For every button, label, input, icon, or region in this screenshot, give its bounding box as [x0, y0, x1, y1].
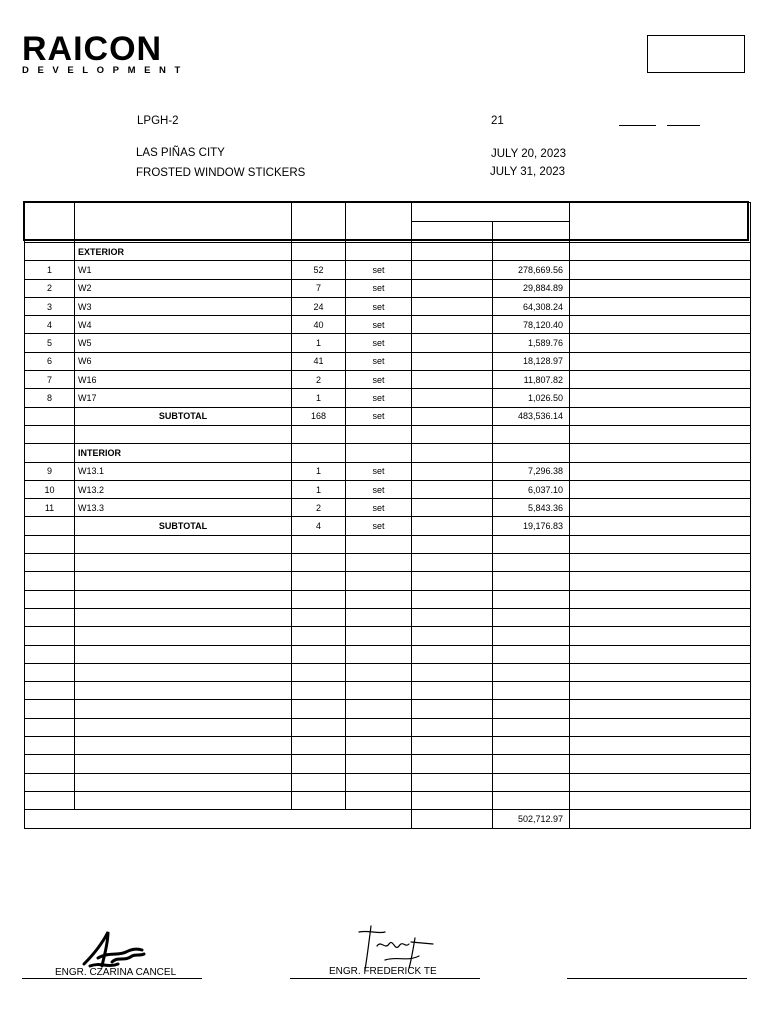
table-cell [75, 572, 292, 590]
table-cell: set [346, 334, 412, 352]
table-cell [412, 243, 493, 261]
table-cell [25, 682, 75, 700]
table-cell [25, 755, 75, 773]
empty-row [25, 645, 751, 663]
table-cell [570, 316, 751, 334]
table-row [25, 371, 751, 389]
table-cell [412, 791, 493, 809]
table-cell: W1 [75, 261, 292, 279]
table-cell: 168 [292, 407, 346, 425]
table-cell [25, 645, 75, 663]
table-cell [25, 663, 75, 681]
table-cell [570, 810, 751, 828]
table-cell [412, 535, 493, 553]
table-cell [75, 737, 292, 755]
table-cell [493, 700, 570, 718]
table-cell [570, 773, 751, 791]
table-cell [493, 444, 570, 462]
table-cell: 7 [292, 279, 346, 297]
table-cell: 11,807.82 [493, 371, 570, 389]
table-cell [292, 590, 346, 608]
table-header-row [25, 203, 751, 243]
table-cell: 1 [292, 389, 346, 407]
empty-row [25, 773, 751, 791]
table-cell: W3 [75, 297, 292, 315]
table-cell: W6 [75, 352, 292, 370]
empty-row [25, 590, 751, 608]
table-row [25, 462, 751, 480]
table-cell [25, 517, 75, 535]
table-cell: 1 [25, 261, 75, 279]
table-cell [412, 718, 493, 736]
header-cell [25, 203, 75, 243]
table-cell: 4 [292, 517, 346, 535]
table-cell: set [346, 462, 412, 480]
table-cell: set [346, 316, 412, 334]
empty-row [25, 755, 751, 773]
table-cell [570, 682, 751, 700]
table-cell [412, 371, 493, 389]
table-cell [412, 755, 493, 773]
table-cell: W13.1 [75, 462, 292, 480]
table-cell [570, 535, 751, 553]
table-cell: set [346, 480, 412, 498]
table-cell: 1,026.50 [493, 389, 570, 407]
table-cell [292, 243, 346, 261]
table-cell [412, 645, 493, 663]
subtotal-row [25, 517, 751, 535]
table-cell [570, 279, 751, 297]
table-cell [412, 737, 493, 755]
table-cell [75, 700, 292, 718]
table-cell [570, 608, 751, 626]
table-cell [493, 608, 570, 626]
table-cell: set [346, 352, 412, 370]
empty-row [25, 700, 751, 718]
table-cell [25, 627, 75, 645]
section-row [25, 243, 751, 261]
table-cell [25, 718, 75, 736]
table-cell [570, 371, 751, 389]
table-cell [75, 791, 292, 809]
table-cell [412, 608, 493, 626]
table-cell [346, 535, 412, 553]
table-cell [412, 261, 493, 279]
table-cell [412, 700, 493, 718]
table-cell: W4 [75, 316, 292, 334]
table-cell: 5,843.36 [493, 499, 570, 517]
signatory-1-name: ENGR. CZARINA CANCEL [55, 967, 177, 978]
item-description: FROSTED WINDOW STICKERS [136, 167, 306, 179]
table-cell [570, 352, 751, 370]
table-cell [570, 718, 751, 736]
grand-total: 502,712.97 [493, 810, 570, 828]
empty-row [25, 791, 751, 809]
empty-row [25, 737, 751, 755]
table-cell [570, 554, 751, 572]
table-cell: 8 [25, 389, 75, 407]
table-cell [346, 572, 412, 590]
table-cell [412, 279, 493, 297]
header-cell [346, 203, 412, 243]
table-row [25, 316, 751, 334]
empty-row [25, 425, 751, 443]
table-cell [570, 407, 751, 425]
table-row [25, 279, 751, 297]
table-cell [346, 608, 412, 626]
date-2: JULY 31, 2023 [490, 166, 566, 178]
table-cell [75, 663, 292, 681]
table-cell [412, 554, 493, 572]
company-tagline: DEVELOPMENT [22, 65, 189, 76]
empty-row [25, 572, 751, 590]
table-cell [346, 590, 412, 608]
section-title-exterior: EXTERIOR [75, 243, 292, 261]
table-cell: 2 [292, 371, 346, 389]
table-row [25, 480, 751, 498]
empty-row [25, 608, 751, 626]
table-cell [570, 389, 751, 407]
table-cell: 78,120.40 [493, 316, 570, 334]
subtotal-row [25, 407, 751, 425]
company-logo [22, 32, 212, 74]
table-cell [570, 700, 751, 718]
reference-box [647, 35, 745, 73]
table-cell [25, 810, 412, 828]
empty-row [25, 682, 751, 700]
table-cell [570, 243, 751, 261]
table-cell [412, 425, 493, 443]
table-cell [25, 737, 75, 755]
table-cell [412, 773, 493, 791]
table-cell [412, 517, 493, 535]
table-cell: 29,884.89 [493, 279, 570, 297]
table-cell: set [346, 407, 412, 425]
table-cell: 7 [25, 371, 75, 389]
table-cell [75, 425, 292, 443]
section-title-interior: INTERIOR [75, 444, 292, 462]
table-cell [412, 462, 493, 480]
signature-line-2 [290, 978, 480, 979]
table-cell: set [346, 499, 412, 517]
table-cell [493, 663, 570, 681]
table-cell: 18,128.97 [493, 352, 570, 370]
table-cell: set [346, 371, 412, 389]
table-cell: 10 [25, 480, 75, 498]
table-cell [346, 718, 412, 736]
table-cell [493, 791, 570, 809]
table-cell: 1 [292, 480, 346, 498]
table-cell [412, 627, 493, 645]
table-cell [346, 773, 412, 791]
table-cell: 19,176.83 [493, 517, 570, 535]
table-cell [570, 334, 751, 352]
table-row [25, 389, 751, 407]
table-cell: W17 [75, 389, 292, 407]
table-cell [412, 590, 493, 608]
table-cell [412, 663, 493, 681]
table-cell: 1 [292, 334, 346, 352]
table-cell [570, 791, 751, 809]
table-cell [570, 425, 751, 443]
table-cell [570, 572, 751, 590]
date-1: JULY 20, 2023 [491, 148, 567, 160]
table-cell: 3 [25, 297, 75, 315]
table-cell [292, 700, 346, 718]
table-cell [292, 791, 346, 809]
table-cell [75, 608, 292, 626]
table-cell [412, 682, 493, 700]
table-cell: W13.3 [75, 499, 292, 517]
project-code: LPGH-2 [137, 115, 179, 127]
table-cell [346, 627, 412, 645]
table-cell: 40 [292, 316, 346, 334]
table-cell [570, 480, 751, 498]
signature-line-3 [567, 978, 747, 979]
table-cell [75, 755, 292, 773]
table-cell [292, 608, 346, 626]
table-row [25, 499, 751, 517]
table-row [25, 334, 751, 352]
table-cell [412, 572, 493, 590]
table-cell [412, 334, 493, 352]
table-cell: set [346, 261, 412, 279]
table-cell [292, 663, 346, 681]
empty-row [25, 718, 751, 736]
table-cell [292, 773, 346, 791]
table-cell [570, 645, 751, 663]
table-cell [25, 554, 75, 572]
table-cell: W16 [75, 371, 292, 389]
section-row [25, 444, 751, 462]
table-cell [493, 535, 570, 553]
table-cell [346, 737, 412, 755]
table-cell [75, 773, 292, 791]
table-cell [25, 407, 75, 425]
table-cell [25, 700, 75, 718]
table-cell [346, 791, 412, 809]
table-cell [493, 755, 570, 773]
header-cell [75, 203, 292, 243]
items-table [24, 202, 751, 829]
table-cell [493, 737, 570, 755]
table-cell [412, 499, 493, 517]
table-cell [570, 261, 751, 279]
table-cell: 2 [25, 279, 75, 297]
table-cell [292, 554, 346, 572]
signature-line-1 [22, 978, 202, 979]
table-cell [75, 682, 292, 700]
table-cell [570, 737, 751, 755]
table-cell [346, 682, 412, 700]
table-cell [292, 535, 346, 553]
table-cell [292, 627, 346, 645]
table-cell [25, 535, 75, 553]
table-cell [493, 554, 570, 572]
table-cell [25, 791, 75, 809]
table-cell [346, 663, 412, 681]
table-cell [412, 316, 493, 334]
table-cell [493, 243, 570, 261]
table-cell: 64,308.24 [493, 297, 570, 315]
table-cell [292, 737, 346, 755]
table-cell [412, 444, 493, 462]
table-cell: 1 [292, 462, 346, 480]
table-cell: set [346, 279, 412, 297]
table-cell [346, 700, 412, 718]
table-cell [25, 243, 75, 261]
table-cell: set [346, 297, 412, 315]
table-cell [346, 755, 412, 773]
table-cell [493, 590, 570, 608]
empty-row [25, 554, 751, 572]
table-cell [412, 389, 493, 407]
table-cell [412, 810, 493, 828]
grand-total-row [25, 810, 751, 828]
empty-row [25, 627, 751, 645]
table-cell [75, 554, 292, 572]
table-cell [346, 645, 412, 663]
table-cell: set [346, 389, 412, 407]
table-cell: 9 [25, 462, 75, 480]
table-cell [412, 297, 493, 315]
table-cell [570, 517, 751, 535]
table-cell [292, 718, 346, 736]
document-number: 21 [491, 115, 504, 127]
header-split-cell [412, 203, 570, 243]
table-cell [346, 425, 412, 443]
table-cell [570, 297, 751, 315]
table-cell [25, 444, 75, 462]
table-cell [493, 425, 570, 443]
table-cell: 5 [25, 334, 75, 352]
table-cell [75, 590, 292, 608]
table-cell [412, 480, 493, 498]
table-cell [570, 444, 751, 462]
table-cell: 7,296.38 [493, 462, 570, 480]
signatory-2-name: ENGR. FREDERICK TE [329, 966, 437, 977]
table-cell: W13.2 [75, 480, 292, 498]
table-cell [570, 663, 751, 681]
table-cell: W2 [75, 279, 292, 297]
blank-line-1 [619, 125, 656, 126]
table-cell [493, 773, 570, 791]
table-cell [75, 535, 292, 553]
table-cell: 1,589.76 [493, 334, 570, 352]
table-cell: 2 [292, 499, 346, 517]
table-cell [75, 645, 292, 663]
table-cell [570, 627, 751, 645]
table-cell: SUBTOTAL [75, 407, 292, 425]
table-cell: set [346, 517, 412, 535]
table-cell: 52 [292, 261, 346, 279]
table-cell [493, 682, 570, 700]
table-cell [25, 773, 75, 791]
empty-row [25, 535, 751, 553]
table-cell: SUBTOTAL [75, 517, 292, 535]
table-cell: 278,669.56 [493, 261, 570, 279]
table-cell [493, 627, 570, 645]
table-cell [493, 645, 570, 663]
table-cell [570, 462, 751, 480]
table-cell [292, 755, 346, 773]
table-row [25, 352, 751, 370]
header-cell [292, 203, 346, 243]
blank-line-2 [667, 125, 700, 126]
table-cell [493, 718, 570, 736]
table-cell: 6 [25, 352, 75, 370]
table-cell [25, 572, 75, 590]
table-cell [292, 572, 346, 590]
table-cell: 4 [25, 316, 75, 334]
table-cell [570, 590, 751, 608]
signature-czarina [78, 926, 148, 972]
table-cell [493, 572, 570, 590]
table-cell [25, 590, 75, 608]
table-cell [292, 682, 346, 700]
company-name: RAICON [22, 30, 163, 68]
table-cell [412, 352, 493, 370]
table-cell [25, 608, 75, 626]
table-cell: 24 [292, 297, 346, 315]
table-cell [25, 425, 75, 443]
table-cell [75, 718, 292, 736]
table-cell [292, 425, 346, 443]
table-cell [346, 554, 412, 572]
table-row [25, 297, 751, 315]
table-row [25, 261, 751, 279]
table-cell: 6,037.10 [493, 480, 570, 498]
signature-frederick [355, 922, 437, 972]
table-cell [412, 407, 493, 425]
table-cell [570, 755, 751, 773]
table-cell [346, 444, 412, 462]
table-cell: 11 [25, 499, 75, 517]
table-cell [292, 444, 346, 462]
location: LAS PIÑAS CITY [136, 147, 225, 159]
table-cell: W5 [75, 334, 292, 352]
table-cell: 483,536.14 [493, 407, 570, 425]
table-cell [570, 499, 751, 517]
table-cell: 41 [292, 352, 346, 370]
table-cell [292, 645, 346, 663]
table-cell [346, 243, 412, 261]
empty-row [25, 663, 751, 681]
table-cell [75, 627, 292, 645]
header-cell [570, 203, 751, 243]
